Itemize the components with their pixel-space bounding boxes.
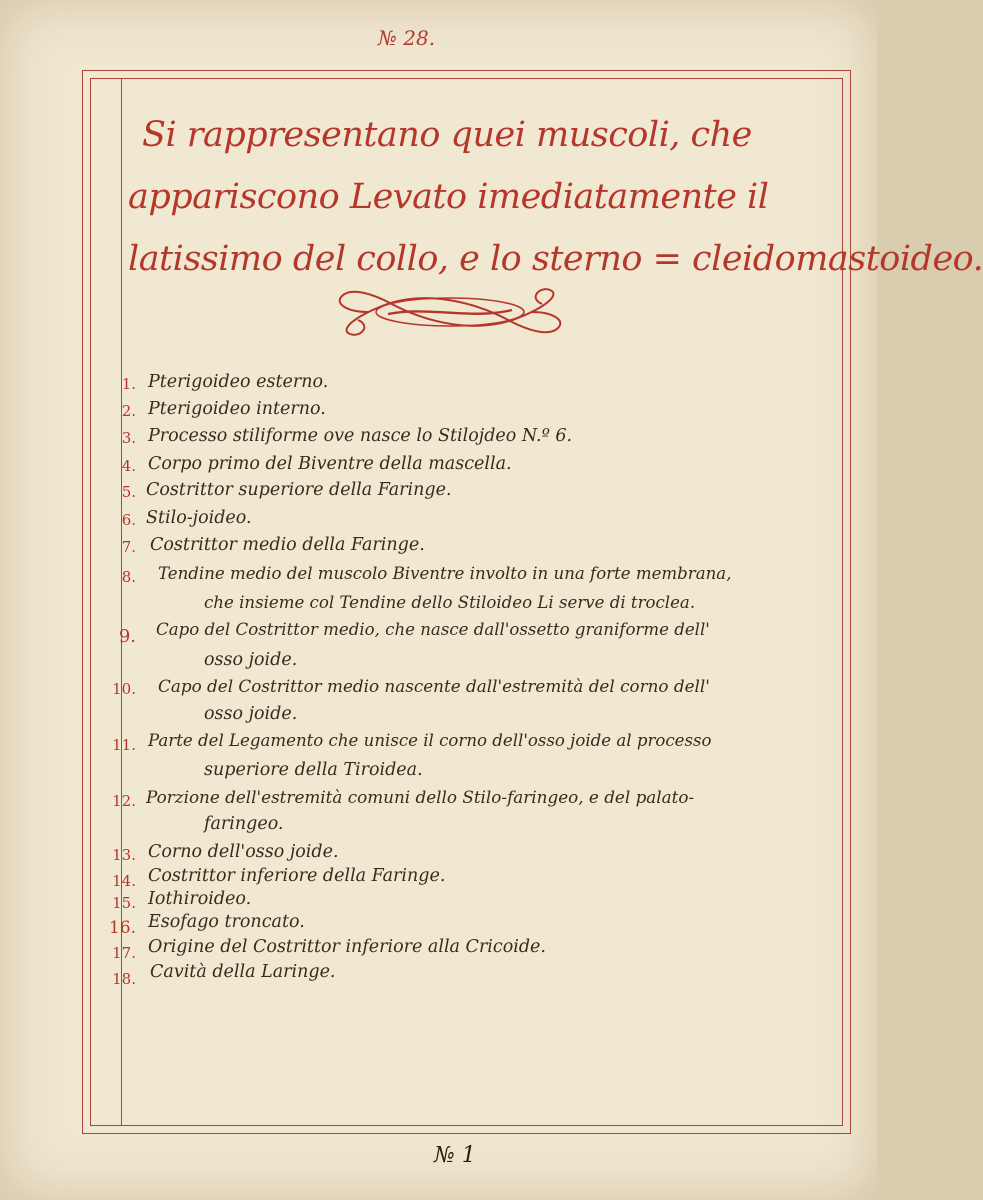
entry-text: Pterigoideo interno.: [148, 399, 326, 419]
entry-number: 8.: [121, 568, 136, 586]
entry-text: Corpo primo del Biventre della mascella.: [148, 454, 512, 474]
entry-text-continuation: osso joide.: [204, 650, 298, 670]
calligraphic-flourish-ornament: [328, 284, 572, 340]
page-title: [128, 104, 983, 290]
entry-number: 1.: [121, 375, 136, 393]
entry-number: 7.: [121, 538, 136, 556]
margin-rule: [121, 78, 122, 1126]
entry-text: Costrittor inferiore della Faringe.: [148, 866, 446, 886]
entry-text: Costrittor medio della Faringe.: [150, 535, 425, 555]
entry-number: 11.: [112, 736, 136, 754]
entry-text-continuation: superiore della Tiroidea.: [204, 760, 423, 780]
entry-text: Costrittor superiore della Faringe.: [146, 480, 452, 500]
entry-text: Esofago troncato.: [148, 912, 305, 932]
entry-text: Cavità della Laringe.: [150, 962, 336, 982]
entry-number: 16.: [108, 918, 136, 938]
entry-number: 15.: [112, 894, 136, 912]
title-line-1: Si rappresentano quei muscoli, che: [142, 115, 752, 155]
entry-number: 17.: [112, 944, 136, 962]
entry-text: Porzione dell'estremità comuni dello Stilo-faringeo, e del palato-: [146, 787, 695, 807]
entry-number: 4.: [121, 457, 136, 475]
page-number: № 28.: [378, 26, 436, 50]
entry-text: Tendine medio del muscolo Biventre involto in una forte membrana,: [158, 564, 732, 583]
entry-number: 5.: [121, 483, 136, 501]
entry-text-continuation: faringeo.: [204, 814, 284, 834]
entry-text: Capo del Costrittor medio, che nasce dall'ossetto graniforme dell': [156, 620, 710, 639]
entry-text: Capo del Costrittor medio nascente dall'estremità del corno dell': [158, 676, 710, 696]
entry-number: 9.: [118, 626, 136, 647]
entry-number: 12.: [112, 792, 136, 810]
entry-number: 3.: [121, 429, 136, 447]
entry-number: 18.: [112, 970, 136, 988]
entry-text: Parte del Legamento che unisce il corno dell'osso joide al processo: [148, 731, 712, 750]
entry-text: Origine del Costrittor inferiore alla Cricoide.: [148, 937, 546, 957]
signature-mark: № 1: [434, 1143, 476, 1168]
title-line-2: appariscono Levato imediatamente il: [128, 177, 769, 217]
entry-number: 14.: [112, 872, 136, 890]
title-line-3: latissimo del collo, e lo sterno = cleidomastoideo.: [128, 239, 983, 279]
entry-text: Processo stiliforme ove nasce lo Stilojdeo N.º 6.: [148, 426, 573, 446]
entry-text: Corno dell'osso joide.: [148, 842, 339, 862]
entry-text-continuation: osso joide.: [204, 704, 298, 724]
entry-number: 6.: [121, 511, 136, 529]
entry-text-continuation: che insieme col Tendine dello Stiloideo Li serve di troclea.: [204, 593, 696, 612]
entry-number: 2.: [121, 402, 136, 420]
entry-text: Stilo-joideo.: [146, 508, 252, 528]
entry-text: Iothiroideo.: [148, 889, 252, 909]
entry-number: 10.: [112, 680, 136, 698]
entry-number: 13.: [112, 846, 136, 864]
entry-text: Pterigoideo esterno.: [148, 372, 329, 392]
